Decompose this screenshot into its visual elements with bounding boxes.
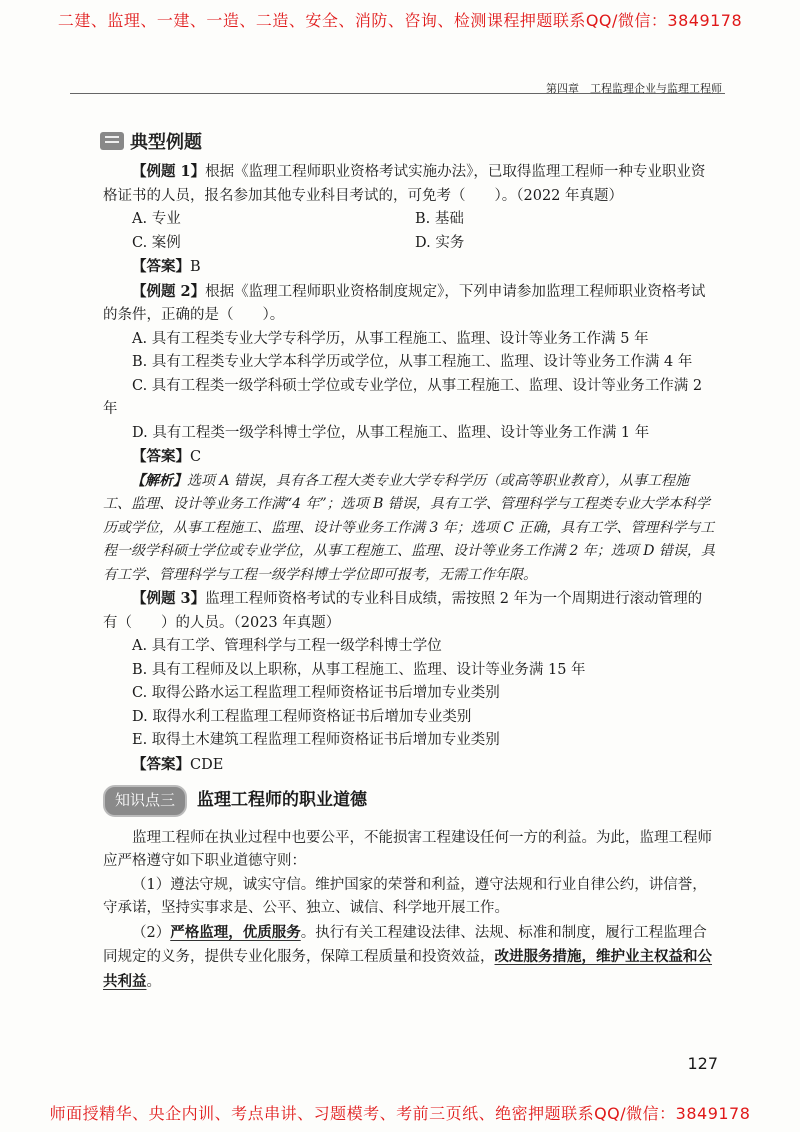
example-1-option-b: B. 基础 xyxy=(415,211,464,227)
knowledge-point-title: 监理工程师的职业道德 xyxy=(197,790,368,810)
ethics-item-1: （1）遵法守规，诚实守信。维护国家的荣誉和利益，遵守法规和行业自律公约，讲信誉，守承诺，坚持实事求是、公平、独立、诚信、科学地开展工作。 xyxy=(103,876,707,916)
example-3-stem: 【例题 3】监理工程师资格考试的专业科目成绩，需按照 2 年为一个周期进行滚动管理的有（ ）的人员。（2023 年真题） xyxy=(103,590,703,631)
example-1-options-cd xyxy=(103,232,715,256)
example-2-option-c: C. 具有工程类一级学科硕士学位或专业学位，从事工程施工、监理、设计等业务工作满 2 年 xyxy=(103,377,703,417)
example-2-stem: 【例题 2】根据《监理工程师职业资格制度规定》，下列申请参加监理工程师职业资格考试的条件，正确的是（ ）。 xyxy=(103,282,706,323)
example-1-option-d: D. 实务 xyxy=(415,234,465,251)
example-2-option-d: D. 具有工程类一级学科博士学位，从事工程施工、监理、设计等业务工作满 1 年 xyxy=(132,424,650,441)
example-3-tag: 【例题 3】 xyxy=(132,590,206,607)
highlight-strict-supervision: 严格监理，优质服务 xyxy=(170,923,301,941)
knowledge-point-badge: 知识点三 xyxy=(103,785,187,817)
page-number: 127 xyxy=(687,1054,718,1073)
bottom-banner: 师面授精华、央企内训、考点串讲、习题模考、考前三页纸、绝密押题联系QQ/微信：3849178 xyxy=(49,1104,751,1123)
example-2-option-b: B. 具有工程类专业大学本科学历或学位，从事工程施工、监理、设计等业务工作满 4 年 xyxy=(132,354,693,370)
example-2-answer: 【答案】C xyxy=(132,448,202,465)
page-content xyxy=(103,160,715,994)
example-1-options-ab xyxy=(103,208,715,232)
example-3-option-a: A. 具有工学、管理科学与工程一级学科博士学位 xyxy=(132,638,442,654)
chapter-header: 第四章 工程监理企业与监理工程师 xyxy=(546,82,722,95)
example-2-option-a: A. 具有工程类专业大学专科学历，从事工程施工、监理、设计等业务工作满 5 年 xyxy=(132,330,649,347)
section-title: 典型例题 xyxy=(130,132,202,153)
top-banner: 二建、监理、一建、一造、二造、安全、消防、咨询、检测课程押题联系QQ/微信：3849178 xyxy=(57,11,743,30)
example-2-tag: 【例题 2】 xyxy=(132,282,206,300)
highlight-improve-service: 改进服务措施，维护业主权益和公共利益 xyxy=(103,948,712,990)
section-heading xyxy=(100,128,202,154)
book-icon xyxy=(100,132,124,150)
example-1-stem: 【例题 1】根据《监理工程师职业资格考试实施办法》，已取得监理工程师一种专业职业资格证书的人员，报名参加其他专业科目考试的，可免考（ ）。（2022 年真题） xyxy=(103,163,706,204)
example-1-option-c: C. 案例 xyxy=(132,234,181,251)
example-3-answer: 【答案】CDE xyxy=(132,755,224,773)
example-3-option-d: D. 取得水利工程监理工程师资格证书后增加专业类别 xyxy=(132,708,472,725)
knowledge-point-heading xyxy=(103,785,715,817)
ethics-item-2: （2）严格监理，优质服务。执行有关工程建设法律、法规、标准和制度，履行工程监理合同规定的义务，提供专业化服务，保障工程质量和投资效益，改进服务措施，维护业主权益和公共利益。 xyxy=(103,923,712,990)
header-divider xyxy=(70,93,725,94)
example-3-option-c: C. 取得公路水运工程监理工程师资格证书后增加专业类别 xyxy=(132,685,500,701)
example-3-option-e: E. 取得土木建筑工程监理工程师资格证书后增加专业类别 xyxy=(132,732,500,748)
example-1-tag: 【例题 1】 xyxy=(132,163,206,180)
example-2-analysis: 【解析】选项 A 错误，具有各工程大类专业大学专科学历（或高等职业教育），从事工程施工、监理、设计等业务工作满“4 年”；选项 B 错误，具有工学、管理科学与工程类专业大学本科学历或学位，从事工程施工、监理、设计等业务工作满 3 年；选项 C 正确，具有工学、管理科学与工程一级学科硕士学位或专业学位，从事工程施工、监理、设计等业务工作满 2 年；选项 D 错误，具有工学、管理科学与工程一级学科博士学位即可报考，无需工作年限。 xyxy=(103,472,715,583)
knowledge-point-intro: 监理工程师在执业过程中也要公平，不能损害工程建设任何一方的利益。为此，监理工程师应严格遵守如下职业道德守则： xyxy=(103,829,712,869)
example-1-option-a: A. 专业 xyxy=(132,211,181,227)
example-3-option-b: B. 具有工程师及以上职称，从事工程施工、监理、设计等业务满 15 年 xyxy=(132,661,586,678)
example-1-answer: 【答案】B xyxy=(132,258,201,275)
